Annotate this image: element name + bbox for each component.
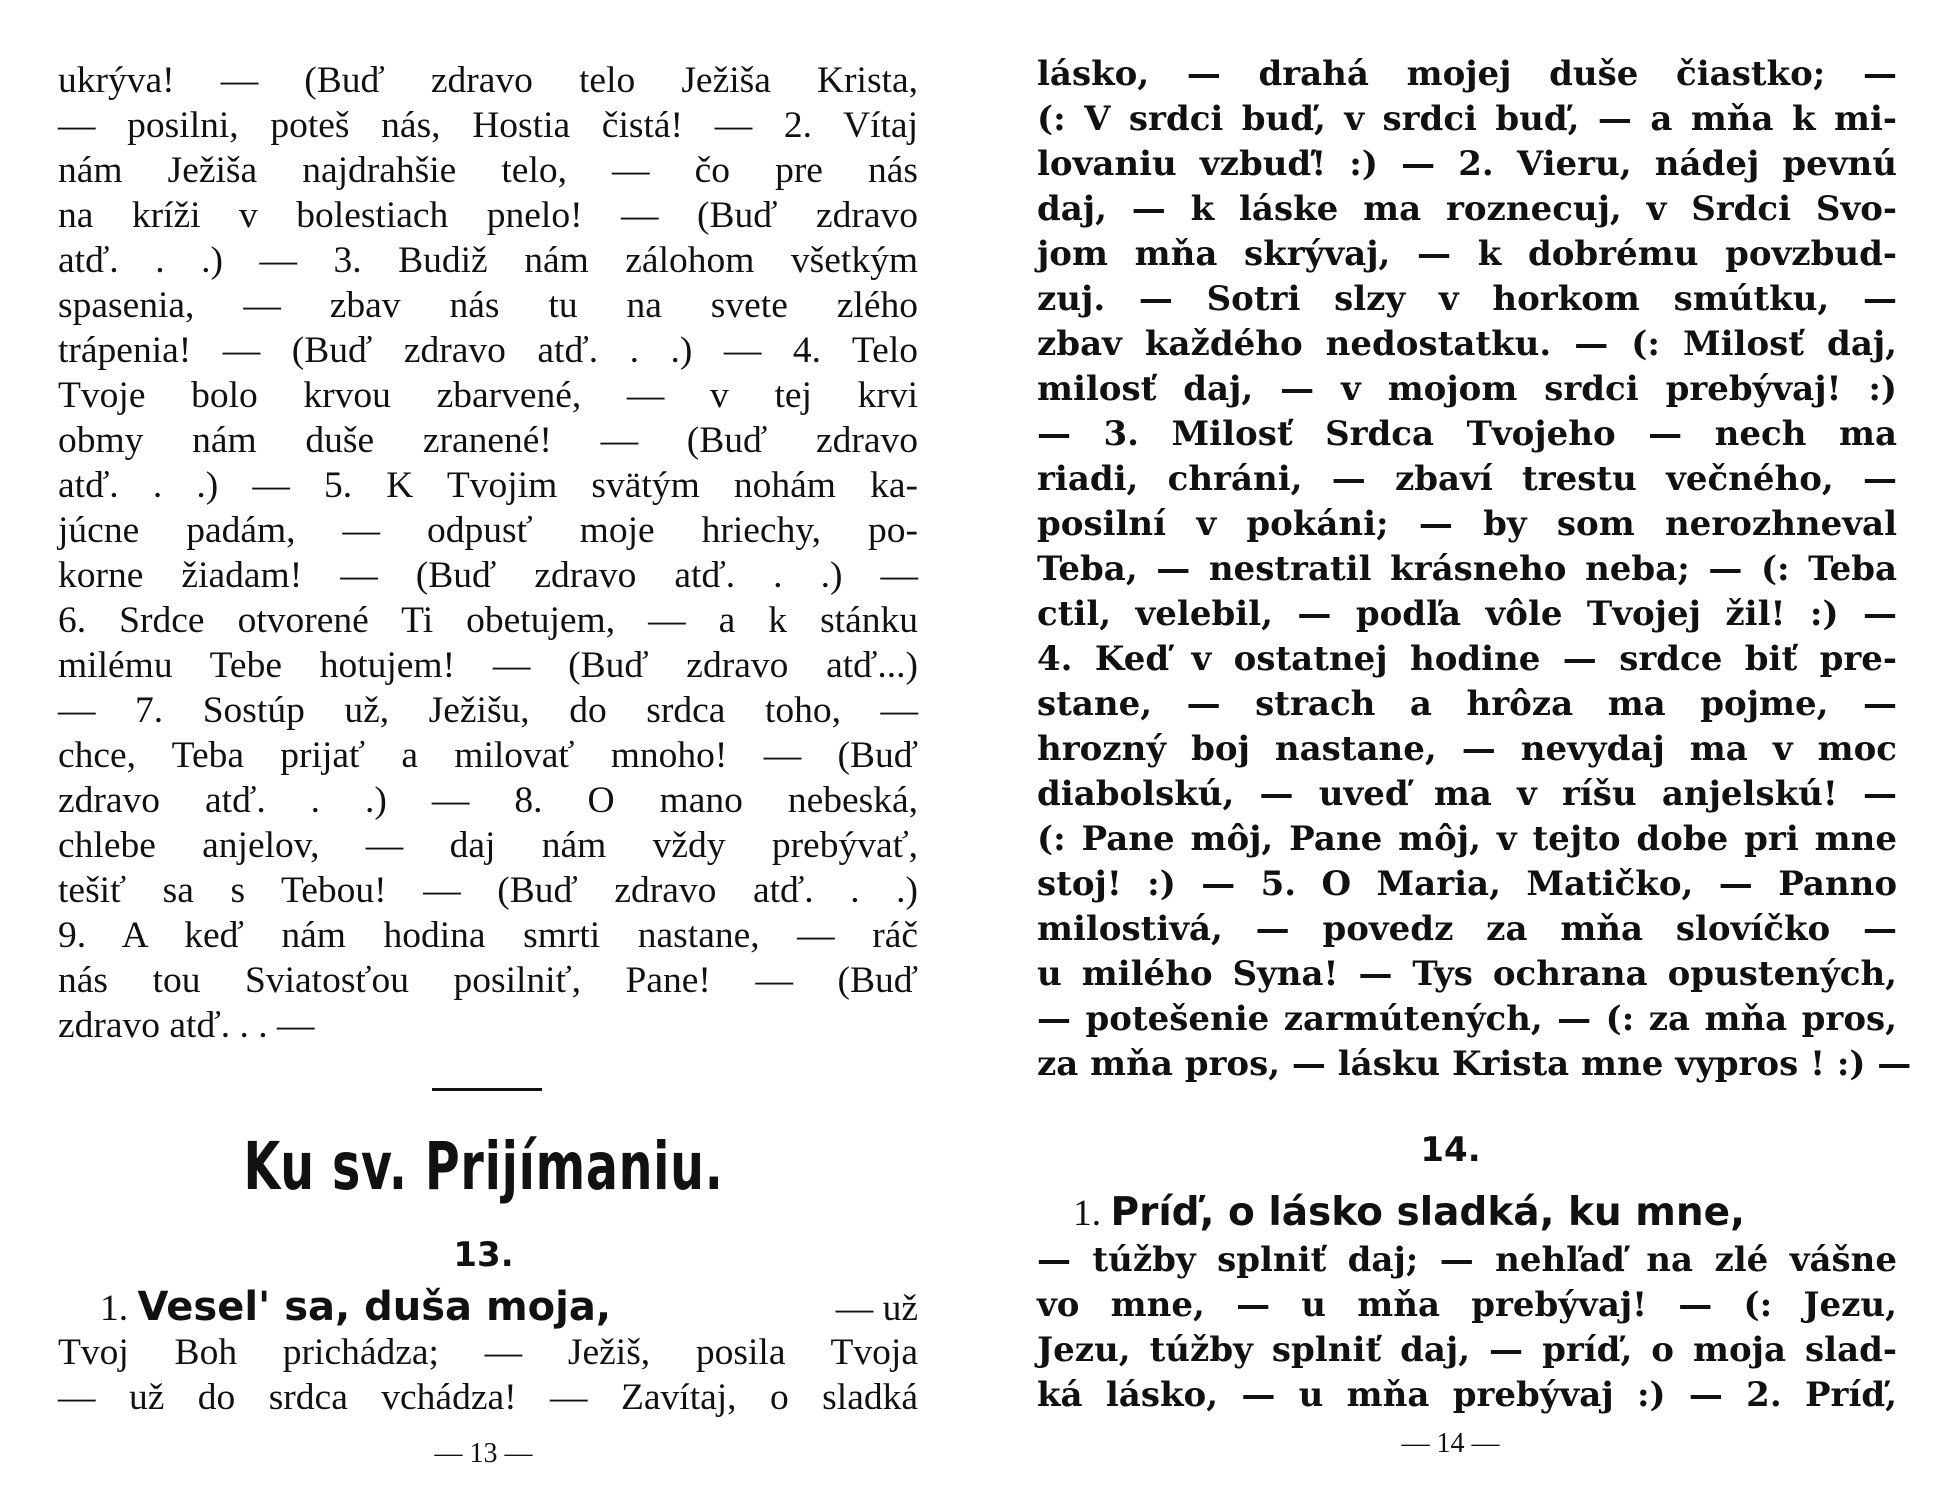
song-13-body — [58, 1330, 918, 1420]
text-line: chlebe anjelov, — daj nám vždy prebývať, — [58, 825, 918, 866]
text-line: — posilni, poteš nás, Hostia čistá! — 2. Vítaj — [58, 105, 918, 146]
text-line: 9. A keď nám hodina smrti nastane, — ráč — [58, 915, 918, 956]
text-line: daj, — k láske ma roznecuj, v Srdci Svo- — [1037, 189, 1897, 229]
text-line: zuj. — Sotri slzy v horkom smútku, — — [1037, 279, 1897, 319]
song-number: 14. — [1420, 1130, 1481, 1170]
song-14-body — [1037, 1238, 1897, 1418]
left-page-body — [58, 58, 918, 1003]
text-line: Tvoj Boh prichádza; — Ježiš, posila Tvoja — [58, 1332, 918, 1373]
song-number: 13. — [453, 1235, 514, 1275]
right-page — [967, 0, 1934, 1500]
song-incipit: Príď, o lásko sladká, ku mne, — [1110, 1190, 1745, 1235]
text-line: diabolskú, — uveď ma v ríšu anjelskú! — — [1037, 774, 1897, 814]
text-line: lásko, — drahá mojej duše čiastko; — — [1037, 54, 1897, 94]
text-line: — 3. Milosť Srdca Tvojeho — nech ma — [1037, 414, 1897, 454]
song-first-line — [1073, 1190, 1897, 1236]
section-title: Ku sv. Prijímaniu. — [243, 1128, 724, 1205]
text-line: (: V srdci buď, v srdci buď, — a mňa k mi- — [1037, 99, 1897, 139]
text-line: atď. . .) — 5. K Tvojim svätým nohám ka- — [58, 465, 918, 506]
text-line: u milého Syna! — Tys ochrana opustených, — [1037, 954, 1897, 994]
text-line: milému Tebe hotujem! — (Buď zdravo atď...) — [58, 645, 918, 686]
text-line: milostivá, — povedz za mňa slovíčko — — [1037, 909, 1897, 949]
text-line: Teba, — nestratil krásneho neba; — (: Teba — [1037, 549, 1897, 589]
text-line: 4. Keď v ostatnej hodine — srdce biť pre- — [1037, 639, 1897, 679]
text-line: Jezu, túžby splniť daj, — príď, o moja slad- — [1037, 1330, 1897, 1370]
text-line: jom mňa skrývaj, — k dobrému povzbud- — [1037, 234, 1897, 274]
text-line: na kríži v bolestiach pnelo! — (Buď zdravo — [58, 195, 918, 236]
text-line: júcne padám, — odpusť moje hriechy, po- — [58, 510, 918, 551]
text-line: ukrýva! — (Buď zdravo telo Ježiša Krista, — [58, 60, 918, 101]
text-line: spasenia, — zbav nás tu na svete zlého — [58, 285, 918, 326]
left-last-line: zdravo atď. . . — — [58, 1005, 315, 1046]
text-line: stoj! :) — 5. O Maria, Matičko, — Panno — [1037, 864, 1897, 904]
text-line: nám Ježiša najdrahšie telo, — čo pre nás — [58, 150, 918, 191]
text-line: zbav každého nedostatku. — (: Milosť daj, — [1037, 324, 1897, 364]
text-line: tešiť sa s Tebou! — (Buď zdravo atď. . .) — [58, 870, 918, 911]
text-line: zdravo atď. . .) — 8. O mano nebeská, — [58, 780, 918, 821]
text-line: hrozný boj nastane, — nevydaj ma v moc — [1037, 729, 1897, 769]
page-number: — 13 — — [434, 1438, 533, 1469]
text-line: milosť daj, — v mojom srdci prebývaj! :) — [1037, 369, 1897, 409]
text-line: Tvoje bolo krvou zbarvené, — v tej krvi — [58, 375, 918, 416]
song-incipit: Vesel' sa, duša moja, — [137, 1284, 612, 1330]
text-line: vo mne, — u mňa prebývaj! — (: Jezu, — [1037, 1285, 1897, 1325]
text-line: nás tou Sviatosťou posilniť, Pane! — (Buď — [58, 960, 918, 1001]
text-line: trápenia! — (Buď zdravo atď. . .) — 4. Telo — [58, 330, 918, 371]
text-line: — potešenie zarmútených, — (: za mňa pros, — [1037, 999, 1897, 1039]
text-line: stane, — strach a hrôza ma pojme, — — [1037, 684, 1897, 724]
right-page-body — [1037, 52, 1912, 1087]
text-line: — 7. Sostúp už, Ježišu, do srdca toho, — — [58, 690, 918, 731]
text-line: — už do srdca vchádza! — Zavítaj, o sladká — [58, 1377, 918, 1418]
song-first-line-rest: — už — [835, 1288, 918, 1329]
text-line: atď. . .) — 3. Budiž nám zálohom všetkým — [58, 240, 918, 281]
verse-number: 1. — [100, 1288, 129, 1329]
text-line: korne žiadam! — (Buď zdravo atď. . .) — — [58, 555, 918, 596]
text-line: — túžby splniť daj; — nehľaď na zlé vášne — [1037, 1240, 1897, 1280]
text-line: 6. Srdce otvorené Ti obetujem, — a k stánku — [58, 600, 918, 641]
song-first-line — [100, 1285, 918, 1331]
text-line: riadi, chráni, — zbaví trestu večného, — — [1037, 459, 1897, 499]
text-line: chce, Teba prijať a milovať mnoho! — (Buď — [58, 735, 918, 776]
text-line: ká lásko, — u mňa prebývaj :) — 2. Príď, — [1037, 1375, 1897, 1415]
text-line: (: Pane môj, Pane môj, v tejto dobe pri mne — [1037, 819, 1897, 859]
text-line: za mňa pros, — lásku Krista mne vypros ! :) — — [1037, 1044, 1912, 1084]
text-line: ctil, velebil, — podľa vôle Tvojej žil! :) — — [1037, 594, 1897, 634]
verse-number: 1. — [1073, 1193, 1102, 1234]
text-line: obmy nám duše zranené! — (Buď zdravo — [58, 420, 918, 461]
text-line: lovaniu vzbuď! :) — 2. Vieru, nádej pevnú — [1037, 144, 1897, 184]
text-line: posilní v pokáni; — by som nerozhneval — [1037, 504, 1897, 544]
section-divider — [432, 1088, 542, 1091]
page-number: — 14 — — [1401, 1428, 1500, 1459]
